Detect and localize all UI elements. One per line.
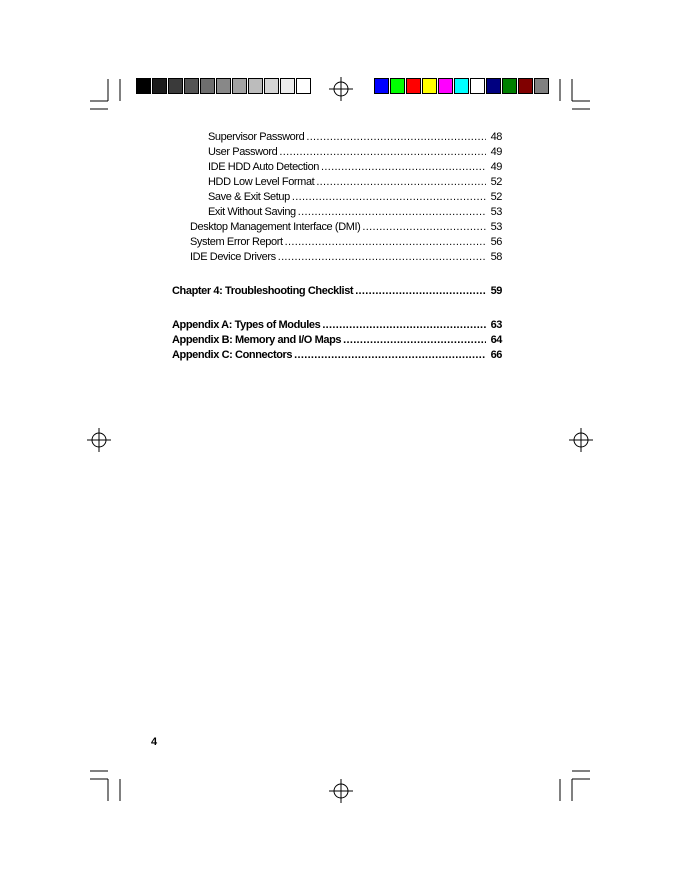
toc-entry-title: IDE HDD Auto Detection	[208, 161, 320, 173]
color-swatch	[534, 78, 549, 94]
toc-leader	[278, 250, 486, 265]
toc-entry-title: IDE Device Drivers	[190, 251, 276, 263]
toc-entry-page: 49	[490, 161, 502, 173]
toc-entry-page: 48	[490, 131, 502, 143]
toc-entry-title: Save & Exit Setup	[208, 191, 290, 203]
toc-leader	[343, 333, 486, 348]
toc-entry-title: User Password	[208, 146, 278, 158]
toc-entry	[172, 348, 502, 363]
toc-leader	[306, 130, 486, 145]
gray-swatch	[152, 78, 167, 94]
toc-leader	[322, 318, 486, 333]
toc-entry	[172, 205, 502, 220]
toc-leader	[285, 235, 486, 250]
toc-entry	[172, 145, 502, 160]
toc-leader	[362, 220, 486, 235]
toc-leader	[316, 175, 486, 190]
toc-entry-title: Exit Without Saving	[208, 206, 296, 218]
toc-entry-page: 53	[490, 206, 502, 218]
toc-entry-title: System Error Report	[190, 236, 283, 248]
toc-entry-title: Appendix A: Types of Modules	[172, 319, 321, 331]
toc-entry	[172, 318, 502, 333]
toc-entry	[172, 250, 502, 265]
toc-entry-page: 56	[490, 236, 502, 248]
color-swatch	[374, 78, 389, 94]
gray-swatch	[248, 78, 263, 94]
toc-entry	[172, 220, 502, 235]
toc-entry	[172, 235, 502, 250]
gray-swatch	[216, 78, 231, 94]
toc-entry-title: Supervisor Password	[208, 131, 305, 143]
color-swatch	[502, 78, 517, 94]
toc-entry-page: 63	[490, 319, 502, 331]
gray-swatch	[232, 78, 247, 94]
toc-leader	[298, 205, 486, 220]
toc-entry-page: 66	[490, 349, 502, 361]
toc-entry-page: 52	[490, 176, 502, 188]
color-swatch	[406, 78, 421, 94]
page-number: 4	[151, 736, 158, 748]
toc-leader	[321, 160, 486, 175]
gray-swatch	[200, 78, 215, 94]
toc-entry-title: Appendix B: Memory and I/O Maps	[172, 334, 342, 346]
toc-entry-page: 52	[490, 191, 502, 203]
toc-entry-page: 58	[490, 251, 502, 263]
gray-swatch	[184, 78, 199, 94]
gray-swatch	[136, 78, 151, 94]
toc-entry	[172, 160, 502, 175]
color-swatch	[438, 78, 453, 94]
toc-entry-page: 64	[490, 334, 502, 346]
color-swatch	[518, 78, 533, 94]
toc-entry-title: HDD Low Level Format	[208, 176, 315, 188]
toc-entry-title: Appendix C: Connectors	[172, 349, 293, 361]
toc-entry	[172, 333, 502, 348]
color-swatch	[390, 78, 405, 94]
toc-chapter-entry	[172, 284, 502, 299]
toc-leader	[292, 190, 486, 205]
toc-entry-title: Desktop Management Interface (DMI)	[190, 221, 361, 233]
toc-entry	[172, 175, 502, 190]
toc-entry-page: 49	[490, 146, 502, 158]
table-of-contents	[172, 130, 502, 363]
toc-entry	[172, 130, 502, 145]
gray-swatch	[264, 78, 279, 94]
gray-swatch	[296, 78, 311, 94]
color-swatch	[454, 78, 469, 94]
grayscale-color-bar	[136, 78, 312, 94]
toc-leader	[355, 284, 486, 299]
toc-leader	[294, 348, 486, 363]
toc-entry-page: 53	[490, 221, 502, 233]
gray-swatch	[168, 78, 183, 94]
gray-swatch	[280, 78, 295, 94]
color-swatch	[470, 78, 485, 94]
color-calibration-bar	[374, 78, 550, 94]
toc-leader	[279, 145, 486, 160]
color-swatch	[486, 78, 501, 94]
toc-entry-page: 59	[490, 285, 502, 297]
toc-entry	[172, 190, 502, 205]
toc-entry-title: Chapter 4: Troubleshooting Checklist	[172, 285, 354, 297]
color-swatch	[422, 78, 437, 94]
